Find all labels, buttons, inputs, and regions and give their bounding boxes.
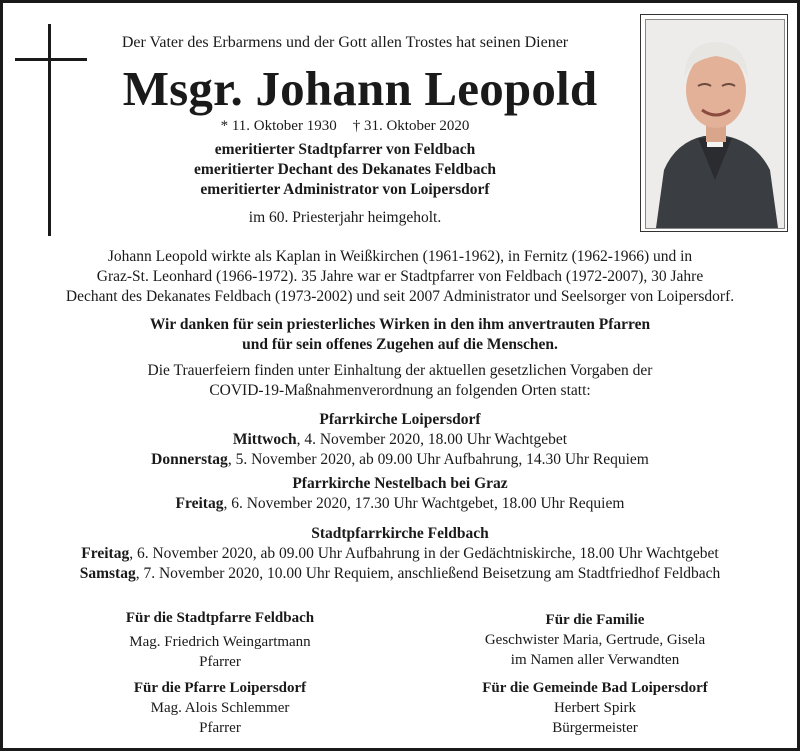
signature-line: Bürgermeister [552,720,638,736]
event-day: Mittwoch [232,431,297,448]
event-line [10,450,790,470]
event-day: Freitag [81,545,130,562]
bio-line: Dechant des Dekanates Feldbach (1973-2002) und seit 2007 Administrator und Seelsorger von Loipersdorf. [65,288,735,305]
venue-feldbach [10,524,790,584]
signature-line: Geschwister Maria, Gertrude, Gisela [484,632,706,648]
covid-line: Die Trauerfeiern finden unter Einhaltung der aktuellen gesetzlichen Vorgaben der [147,362,653,379]
thanks-line: Wir danken für sein priesterliches Wirken in den ihm anvertrauten Pfarren [149,316,651,333]
signature-line: Pfarrer [199,654,241,670]
signature-head: Für die Stadtpfarre Feldbach [125,610,315,626]
venue-name: Stadtpfarrkirche Feldbach [311,525,489,542]
death-date: † 31. Oktober 2020 [352,118,470,134]
signature-pfarre-loipersdorf [60,678,380,738]
signature-stadtpfarre [60,608,380,672]
title-line: emeritierter Dechant des Dekanates Feldbach [194,161,496,178]
event-details: , 5. November 2020, ab 09.00 Uhr Aufbahrung, 14.30 Uhr Requiem [227,451,649,468]
thanks [20,315,780,355]
event-line [10,430,790,450]
birth-date: * 11. Oktober 1930 [220,118,337,134]
covid-line: COVID-19-Maßnahmenverordnung an folgenden Orten statt: [209,382,591,399]
cross-icon [15,24,87,236]
signature-line: im Namen aller Verwandten [510,652,680,668]
biography [20,247,780,307]
title-line: emeritierter Administrator von Loipersdorf [200,181,490,198]
venue-nestelbach [10,474,790,514]
life-dates [85,118,605,135]
bio-line: Johann Leopold wirkte als Kaplan in Weißkirchen (1961-1962), in Fernitz (1962-1966) und in [107,248,693,265]
signature-family [430,610,760,670]
intro-text: Der Vater des Erbarmens und der Gott allen Trostes hat seinen Diener [121,34,569,51]
event-day: Freitag [175,495,224,512]
title-line: emeritierter Stadtpfarrer von Feldbach [214,141,476,158]
event-line [10,564,790,584]
signature-line: Herbert Spirk [553,700,637,716]
covid-notice [20,361,780,401]
deceased-name: Msgr. Johann Leopold [122,61,598,116]
event-details: , 7. November 2020, 10.00 Uhr Requiem, anschließend Beisetzung am Stadtfriedhof Feldbach [135,565,721,582]
event-day: Donnerstag [151,451,228,468]
venue-name: Pfarrkirche Loipersdorf [319,411,481,428]
signature-line: Mag. Friedrich Weingartmann [129,634,311,650]
event-details: , 4. November 2020, 18.00 Uhr Wachtgebet [296,431,568,448]
venue-loipersdorf [10,410,790,470]
signature-line: Mag. Alois Schlemmer [150,700,290,716]
venue-name: Pfarrkirche Nestelbach bei Graz [292,475,508,492]
event-details: , 6. November 2020, 17.30 Uhr Wachtgebet, 18.00 Uhr Requiem [223,495,625,512]
signature-head: Für die Pfarre Loipersdorf [133,680,307,696]
portrait-photo [640,14,788,232]
signature-head: Für die Familie [545,612,645,628]
event-details: , 6. November 2020, ab 09.00 Uhr Aufbahrung in der Gedächtniskirche, 18.00 Uhr Wachtgebet [129,545,719,562]
event-line [10,544,790,564]
called-home-text: im 60. Priesterjahr heimgeholt. [248,209,442,226]
event-day: Samstag [79,565,136,582]
portrait-image [646,20,784,228]
signature-gemeinde [430,678,760,738]
titles [85,140,605,200]
bio-line: Graz-St. Leonhard (1966-1972). 35 Jahre war er Stadtpfarrer von Feldbach (1972-2007), 30 Jahre [96,268,704,285]
thanks-line: und für sein offenes Zugehen auf die Menschen. [242,336,558,353]
event-line [10,494,790,514]
signature-line: Pfarrer [199,720,241,736]
signature-head: Für die Gemeinde Bad Loipersdorf [482,680,708,696]
